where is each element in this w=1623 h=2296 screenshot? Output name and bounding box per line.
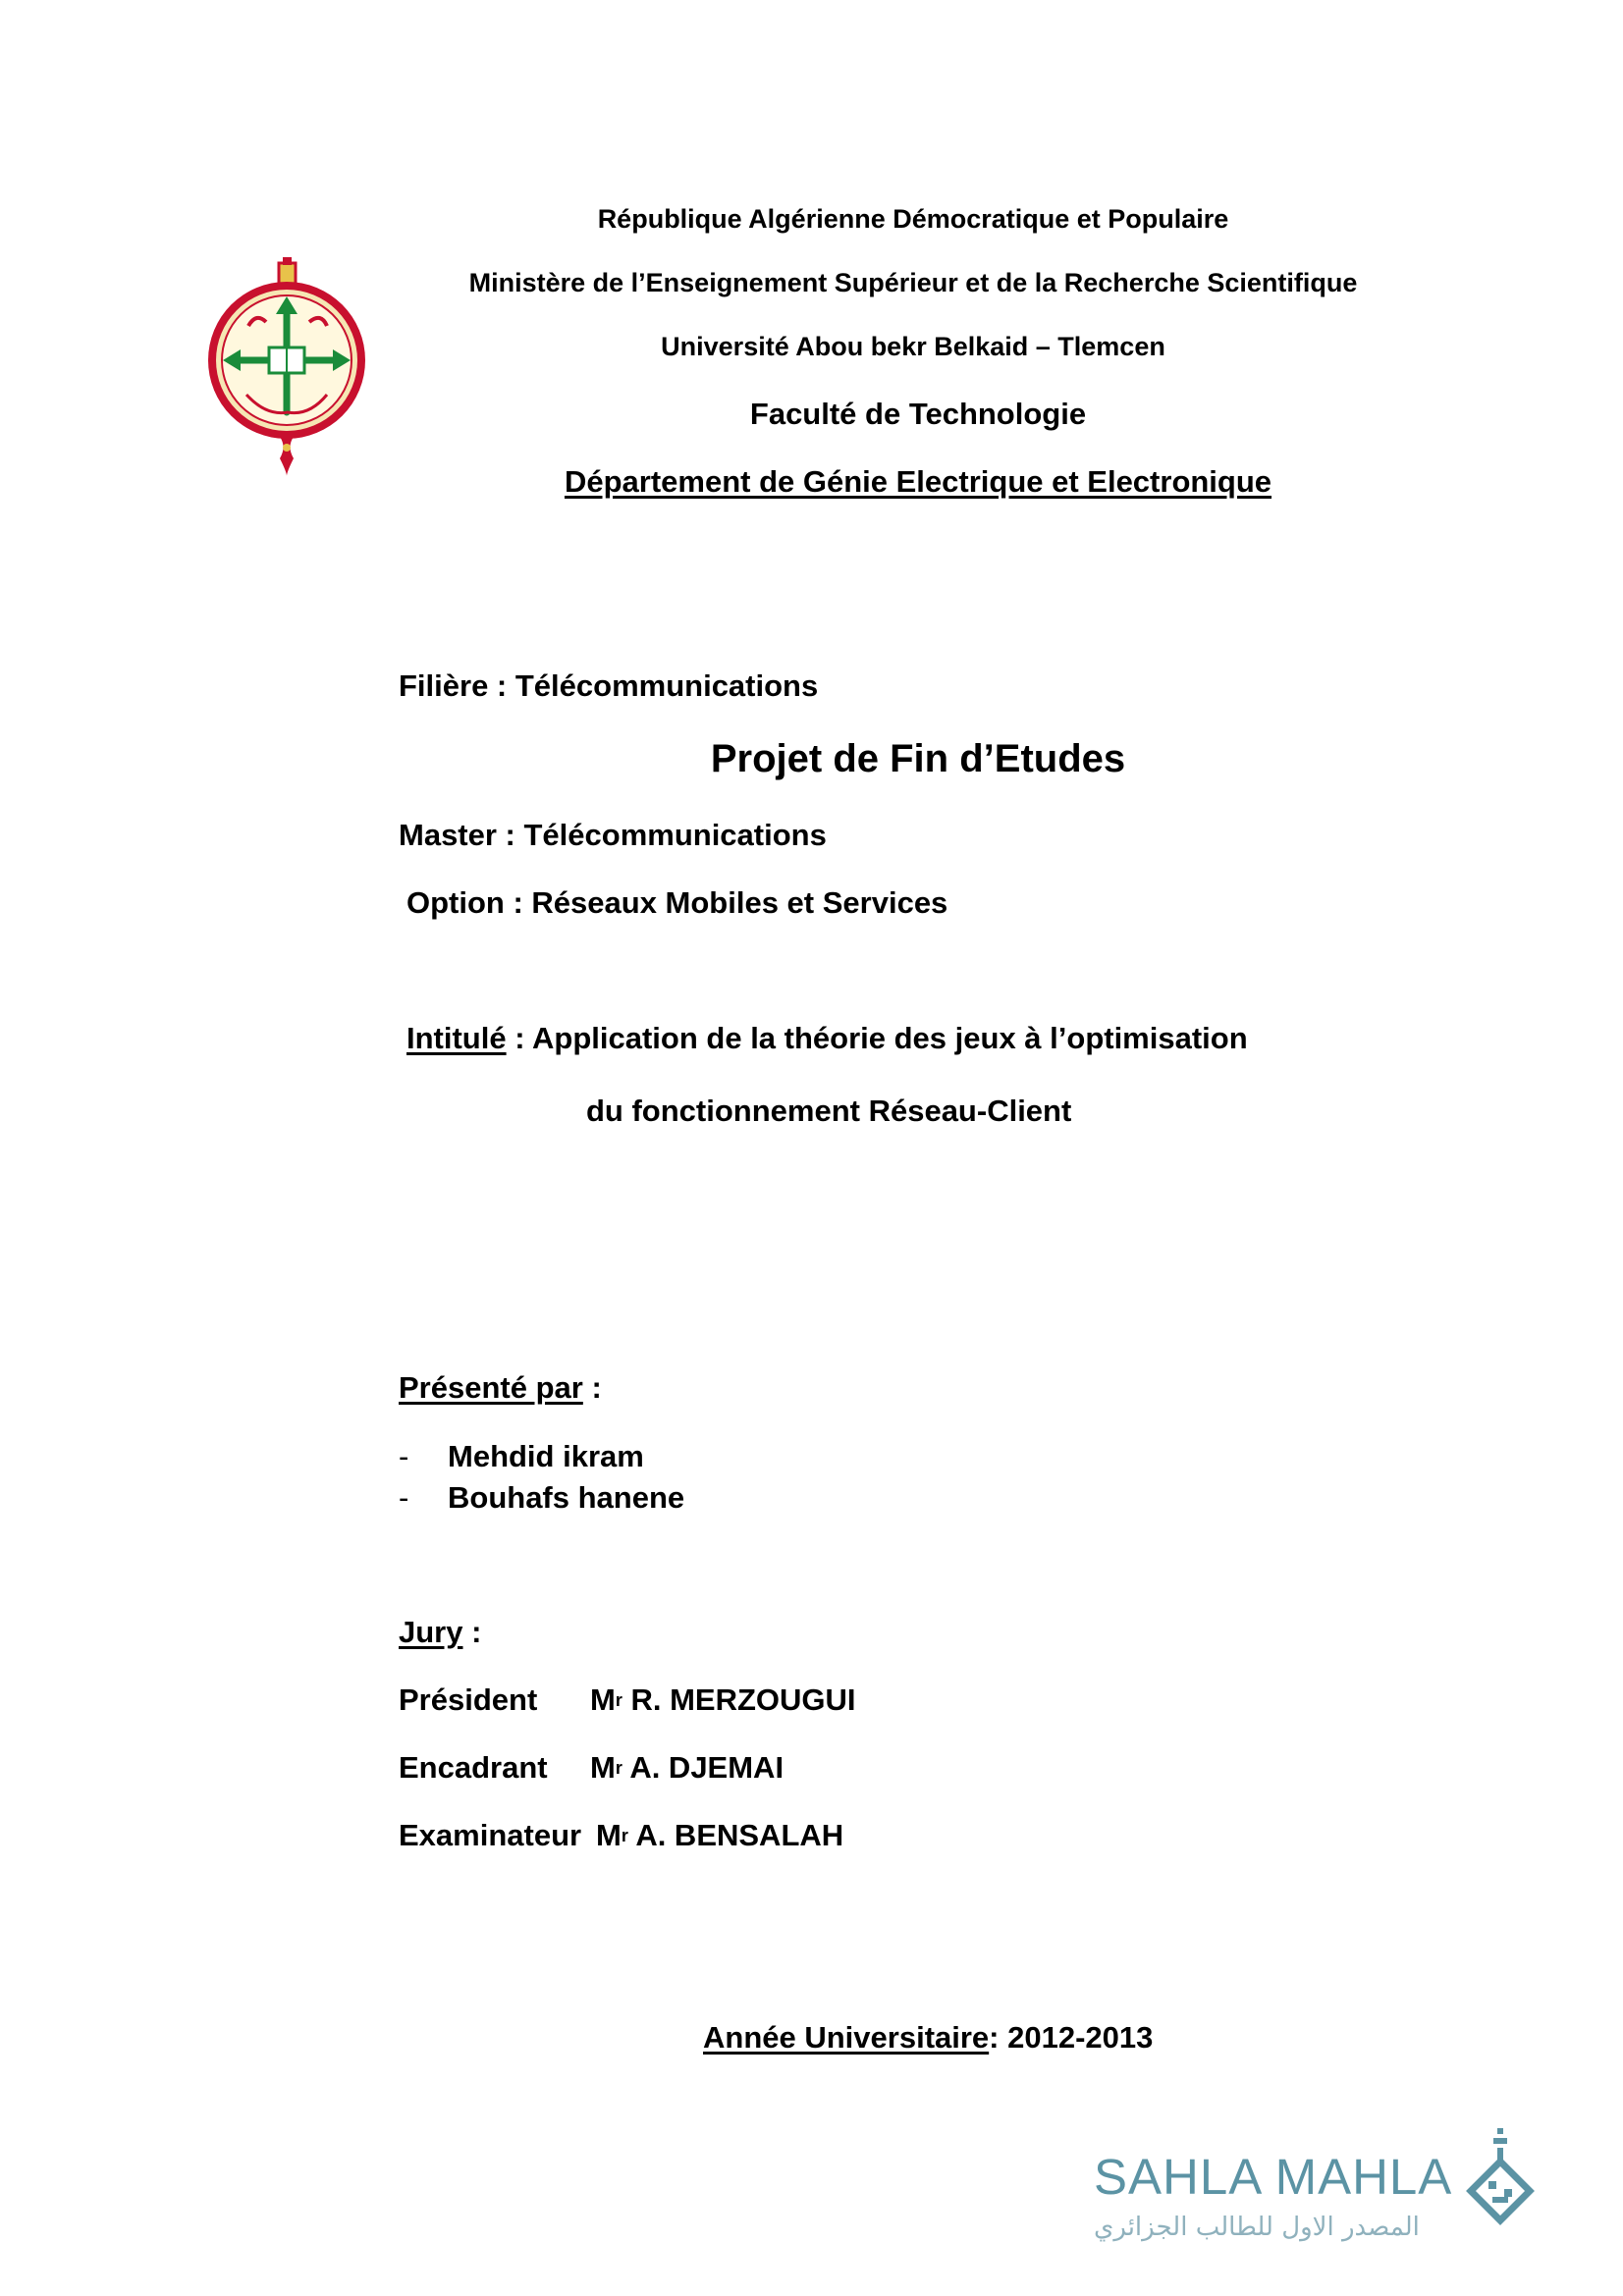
option: Option : Réseaux Mobiles et Services: [406, 885, 948, 920]
filiere: Filière : Télécommunications: [399, 668, 819, 703]
list-dash: -: [399, 1480, 409, 1515]
jury-label: Jury: [399, 1615, 463, 1649]
list-dash: -: [399, 1439, 409, 1473]
student-item: [399, 1480, 684, 1516]
watermark-logo-icon: [1465, 2128, 1536, 2236]
presented-by-heading: [399, 1370, 602, 1406]
jury-title: M: [596, 1818, 622, 1852]
jury-member: [399, 1818, 843, 1853]
jury-name: A. BENSALAH: [635, 1818, 844, 1852]
student-item: [399, 1439, 644, 1474]
master: Master : Télécommunications: [399, 818, 827, 852]
header-ministry: Ministère de l’Enseignement Supérieur et de la Recherche Scientifique: [468, 268, 1358, 297]
intitule-separator: :: [506, 1021, 533, 1055]
student-name: Bouhafs hanene: [448, 1480, 685, 1515]
sahla-mahla-watermark: [1094, 2148, 1536, 2256]
jury-name: A. DJEMAI: [629, 1750, 784, 1785]
header-faculty: Faculté de Technologie: [749, 397, 1087, 431]
jury-member: [399, 1750, 784, 1786]
academic-year-value: : 2012-2013: [989, 2020, 1154, 2055]
jury-title-sup: r: [615, 1690, 622, 1710]
header-university: Université Abou bekr Belkaid – Tlemcen: [661, 332, 1165, 361]
jury-name: R. MERZOUGUI: [630, 1682, 856, 1717]
presented-by-label: Présenté par: [399, 1370, 583, 1405]
jury-title-sup: r: [621, 1826, 628, 1845]
jury-colon: :: [462, 1615, 482, 1649]
intitule-text-1: Application de la théorie des jeux à l’optimisation: [532, 1021, 1248, 1055]
jury-member: [399, 1682, 856, 1718]
jury-role: Président: [399, 1682, 538, 1717]
intitule-line-1: [406, 1021, 1248, 1056]
intitule-text-2: du fonctionnement Réseau-Client: [586, 1094, 1072, 1128]
header-republic: République Algérienne Démocratique et Populaire: [597, 204, 1229, 234]
academic-year-label: Année Universitaire: [703, 2020, 990, 2055]
presented-by-colon: :: [582, 1370, 602, 1405]
jury-heading: [399, 1615, 481, 1650]
jury-title: M: [590, 1682, 616, 1717]
jury-title: M: [590, 1750, 616, 1785]
student-name: Mehdid ikram: [448, 1439, 644, 1473]
watermark-tagline: المصدر الاول للطالب الجزائري: [1094, 2213, 1420, 2242]
document-title: Projet de Fin d’Etudes: [710, 737, 1126, 780]
watermark-brand: SAHLA MAHLA: [1094, 2149, 1453, 2205]
intitule-label: Intitulé: [406, 1021, 507, 1055]
jury-role: Examinateur: [399, 1818, 582, 1852]
jury-role: Encadrant: [399, 1750, 548, 1785]
jury-title-sup: r: [615, 1758, 622, 1778]
academic-year: [703, 2020, 1153, 2056]
header-department: Département de Génie Electrique et Electronique: [564, 464, 1272, 499]
